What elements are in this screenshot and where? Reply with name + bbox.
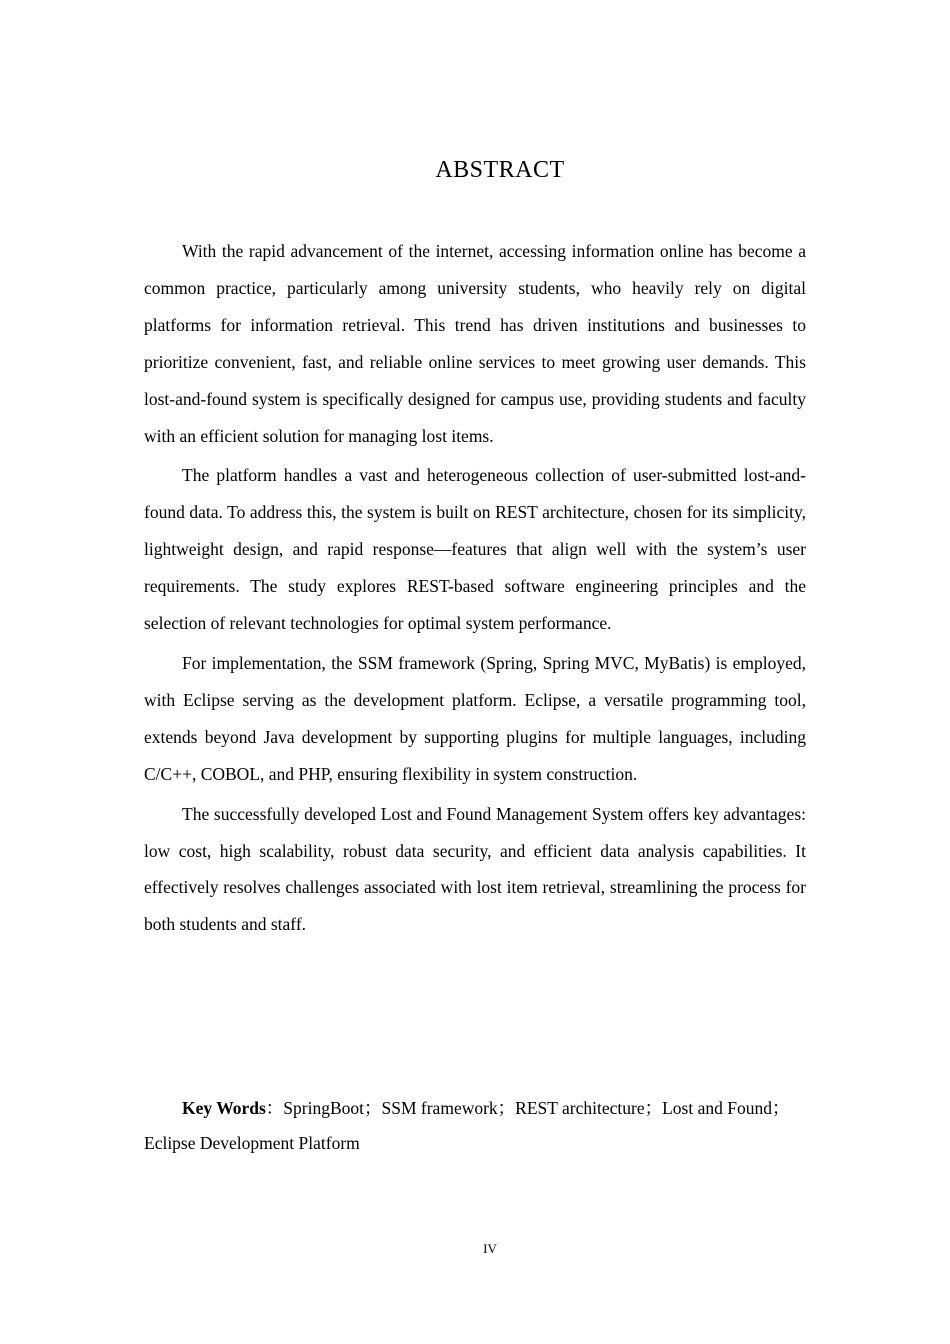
keywords-label: Key Words [182, 1098, 266, 1118]
keywords-line [144, 1091, 799, 1161]
page-number: IV [483, 1241, 497, 1256]
abstract-body [144, 233, 806, 946]
abstract-paragraph-1: With the rapid advancement of the internet, accessing information online has become a common practice, particularly among university students, who heavily rely on digital platforms for information retrieval. This trend has driven institutions and businesses to prioritize convenient, fast, and reliable online services to meet growing user demands. This lost-and-found system is specifically designed for campus use, providing students and faculty with an efficient solution for managing lost items. [144, 241, 806, 446]
abstract-paragraph-4: The successfully developed Lost and Found Management System offers key advantages: low cost, high scalability, robust data security, and efficient data analysis capabilities. It effectively resolves challenges associated with lost item retrieval, streamlining the process for both students and staff. [144, 803, 806, 935]
abstract-title: ABSTRACT [435, 157, 565, 183]
abstract-paragraph-3: For implementation, the SSM framework (Spring, Spring MVC, MyBatis) is employed, with Eclipse serving as the development platform. Eclipse, a versatile programming tool, extends beyond Java development by supporting plugins for multiple languages, including C/C++, COBOL, and PHP, ensuring flexibility in system construction. [144, 652, 806, 784]
keywords-separator: ： [265, 1098, 284, 1118]
keywords-text: SpringBoot；SSM framework；REST architecture；Lost and Found； Eclipse Development Platform [144, 1098, 799, 1153]
abstract-paragraph-2: The platform handles a vast and heterogeneous collection of user-submitted lost-and-found data. To address this, the system is built on REST architecture, chosen for its simplicity, lightweight design, and rapid response—features that align well with the system’s user requirements. The study explores REST-based software engineering principles and the selection of relevant technologies for optimal system performance. [144, 465, 806, 634]
